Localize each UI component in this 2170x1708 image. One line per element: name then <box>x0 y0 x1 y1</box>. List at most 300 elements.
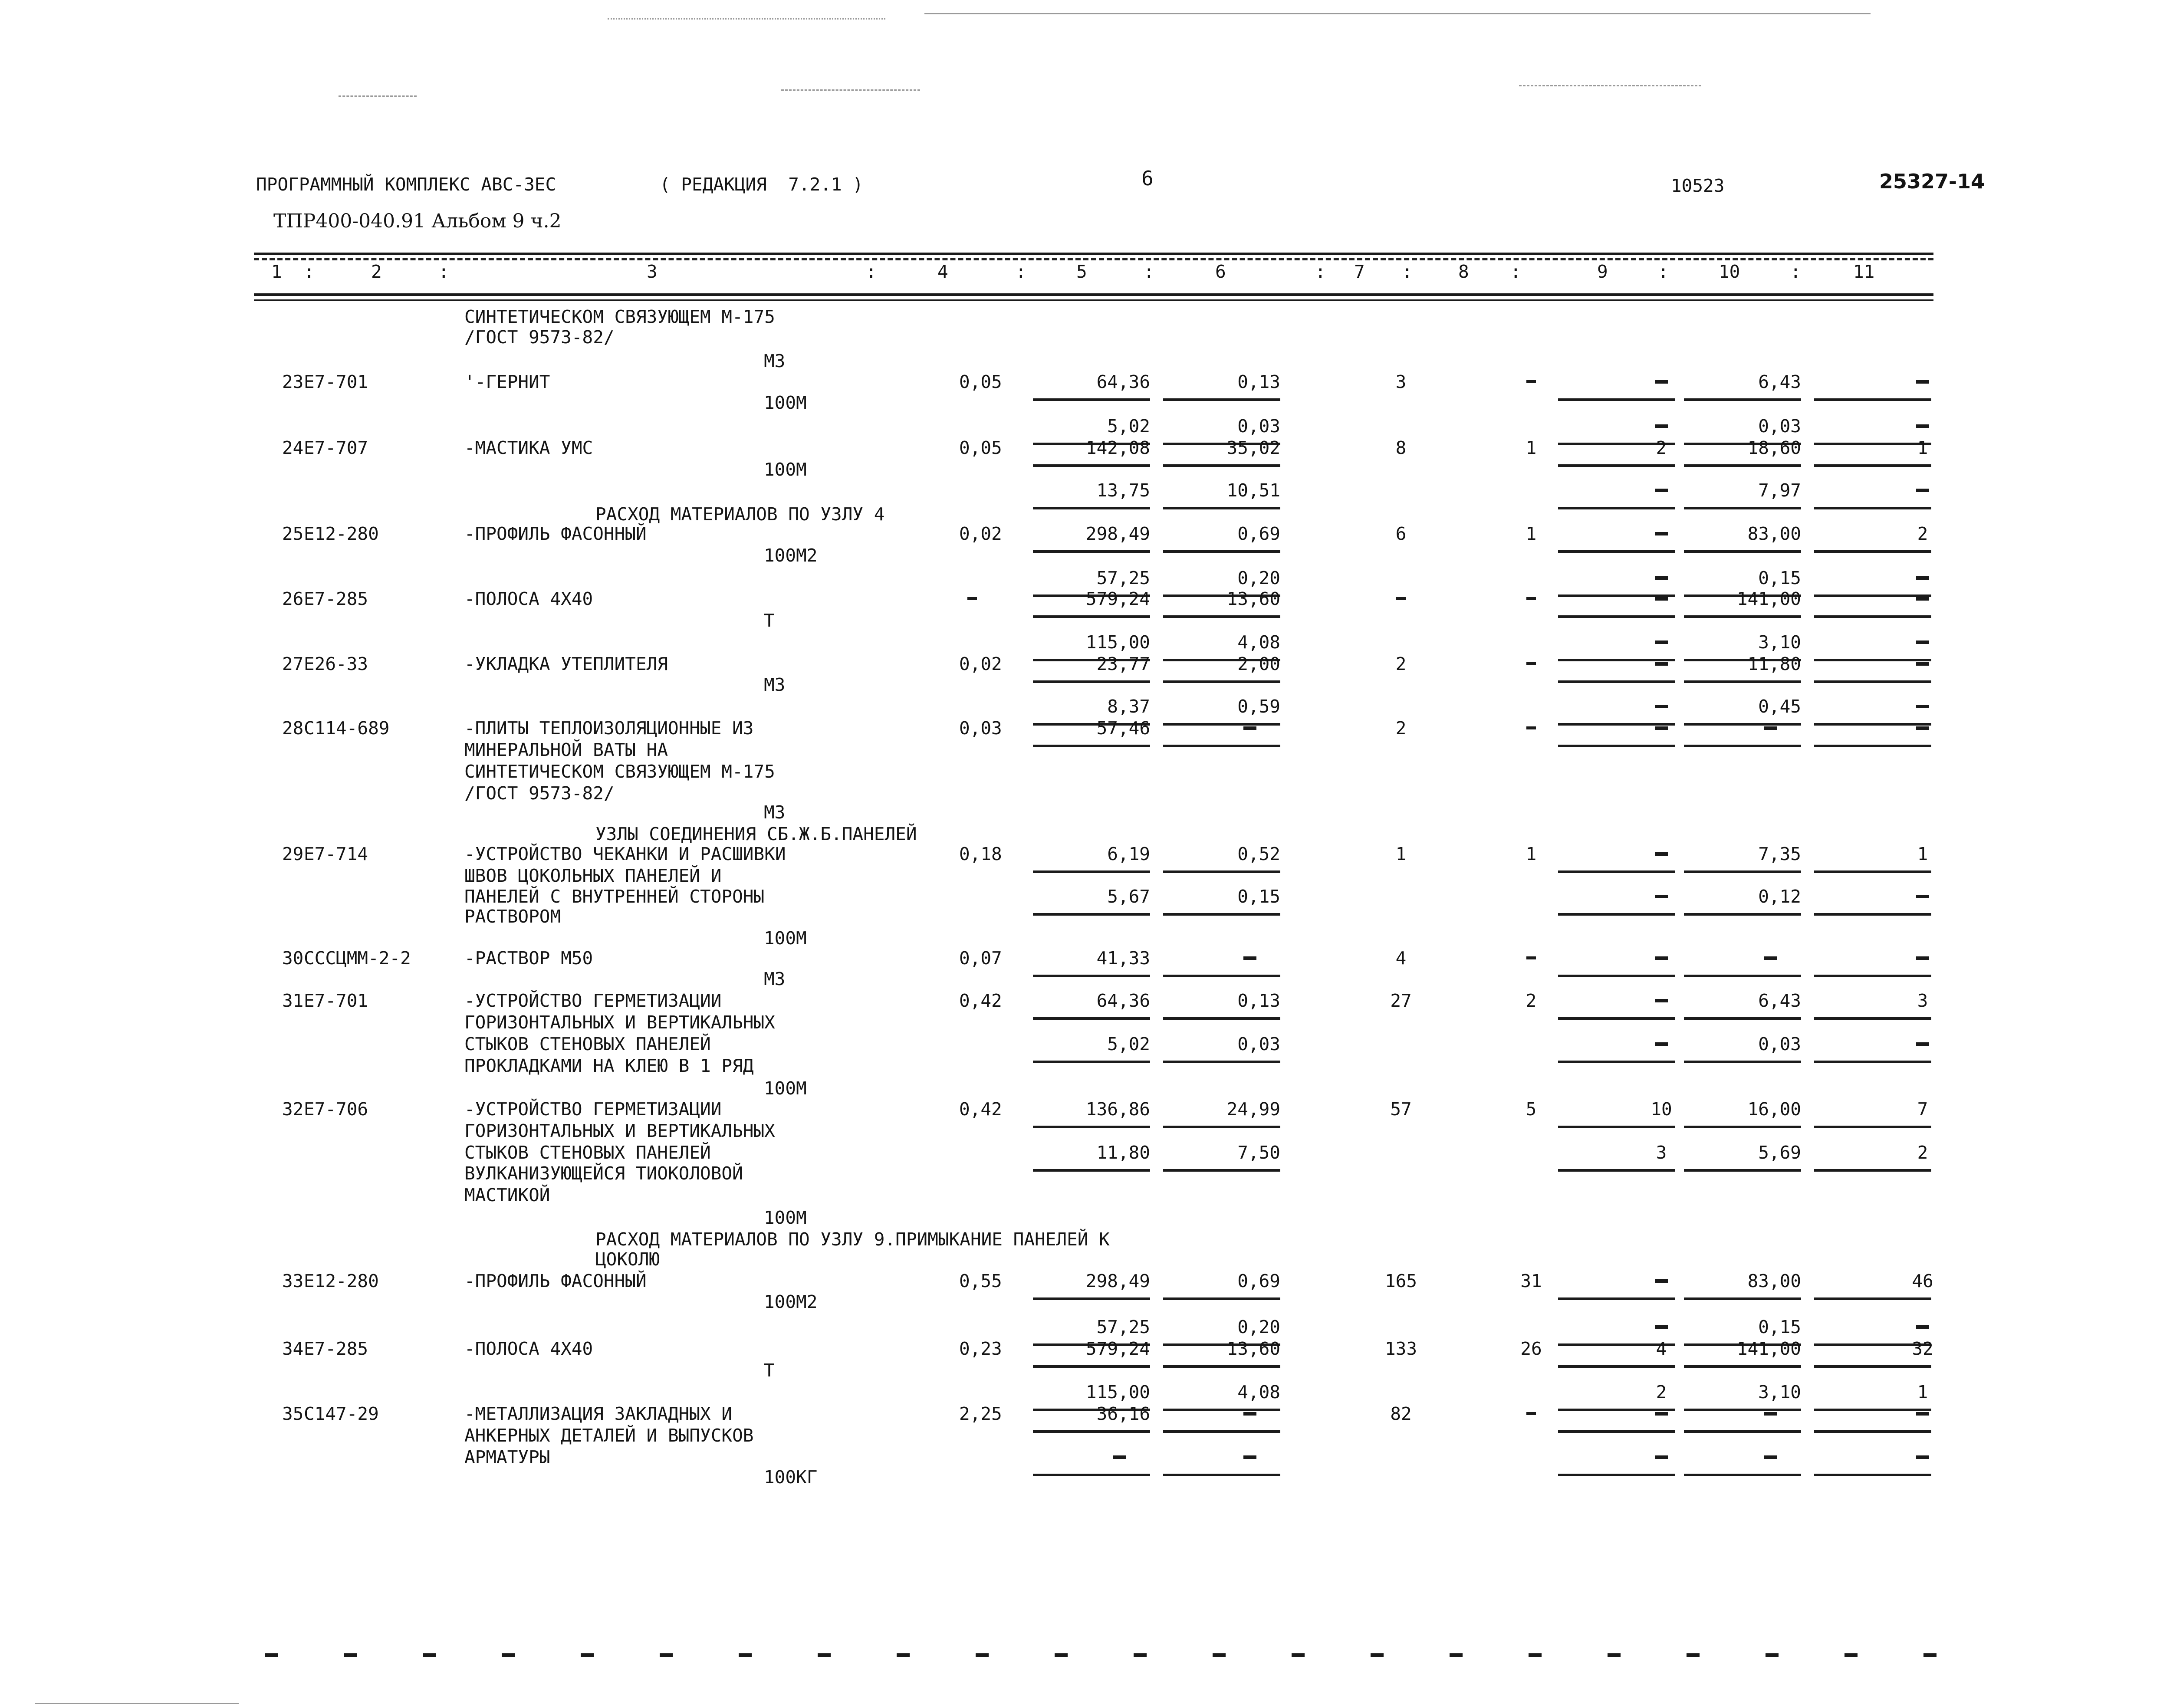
dash-mark-c8 <box>1526 1412 1536 1415</box>
column-number-11: 11 <box>1853 261 1875 282</box>
quantity: 0,02 <box>959 523 1002 544</box>
cell-col-5: 57,25 <box>1096 568 1150 588</box>
work-description: -РАСТВОР М50 <box>464 948 593 969</box>
subtotal-rule-col5 <box>1033 464 1150 467</box>
subtotal-rule-col11 <box>1814 870 1931 873</box>
subtotal-rule-col10 <box>1684 1169 1801 1172</box>
subtotal-rule-col6 <box>1163 1365 1280 1368</box>
dash-mark-c9 <box>1655 1042 1668 1046</box>
work-description: /ГОСТ 9573-82/ <box>464 783 615 804</box>
quantity: 0,42 <box>959 1099 1002 1120</box>
norm-code: Е7-285 <box>304 1338 368 1359</box>
cell-col-9: 10 <box>1651 1099 1672 1120</box>
subtotal-rule-col9 <box>1558 615 1675 618</box>
quantity: 0,05 <box>959 437 1002 458</box>
row-number: 30 <box>282 948 304 969</box>
dash-mark-c10 <box>1764 1455 1777 1459</box>
dash-mark-c7 <box>1396 597 1406 600</box>
cell-col-7: 3 <box>1395 371 1407 392</box>
norm-code: Е7-701 <box>304 371 368 392</box>
subtotal-rule-col11 <box>1814 723 1931 726</box>
subtotal-rule-col11 <box>1814 1430 1931 1433</box>
subtotal-rule-col9 <box>1558 659 1675 661</box>
column-number-4: 4 <box>937 261 948 282</box>
subtotal-rule-col10 <box>1684 615 1801 618</box>
subtotal-rule-col5 <box>1033 615 1150 618</box>
cell-col-10: 0,03 <box>1758 1034 1801 1054</box>
cell-col-10: 83,00 <box>1747 523 1801 544</box>
subtotal-rule-col9 <box>1558 1409 1675 1411</box>
work-description: ВУЛКАНИЗУЮЩЕЙСЯ ТИОКОЛОВОЙ <box>464 1163 743 1184</box>
subtotal-rule-col11 <box>1814 1169 1931 1172</box>
cell-col-10: 5,69 <box>1758 1142 1801 1163</box>
subtotal-rule-col5 <box>1033 680 1150 683</box>
dash-mark-c9 <box>1655 1325 1668 1329</box>
section-heading: УЗЛЫ СОЕДИНЕНИЯ СБ.Ж.Б.ПАНЕЛЕЙ <box>595 824 917 844</box>
dash-mark-c9 <box>1655 895 1668 898</box>
cell-col-5: 6,19 <box>1107 844 1150 864</box>
subtotal-rule-col9 <box>1558 913 1675 916</box>
column-separator: : <box>1658 261 1669 282</box>
work-description: ШВОВ ЦОКОЛЬНЫХ ПАНЕЛЕЙ И <box>464 865 722 886</box>
work-description: -МАСТИКА УМС <box>464 437 593 458</box>
program-title: ПРОГРАММНЫЙ КОМПЛЕКС АВС-3ЕС <box>256 174 556 195</box>
cell-col-6: 13,60 <box>1226 1338 1280 1359</box>
footer-dash-mark <box>739 1653 752 1657</box>
cell-col-11: 3 <box>1917 990 1928 1011</box>
cell-col-6: 13,60 <box>1226 588 1280 609</box>
dash-mark-c9 <box>1655 597 1668 601</box>
subtotal-rule-col11 <box>1814 659 1931 661</box>
cell-col-11: 32 <box>1912 1338 1933 1359</box>
cell-col-10: 0,15 <box>1758 1317 1801 1337</box>
subtotal-rule-col9 <box>1558 550 1675 553</box>
subtotal-rule-col6 <box>1163 723 1280 726</box>
cell-col-5: 115,00 <box>1085 1382 1150 1403</box>
norm-code: Е7-714 <box>304 844 368 864</box>
subtotal-rule-col9 <box>1558 870 1675 873</box>
dash-mark-c9 <box>1655 424 1668 428</box>
dash-mark-c11 <box>1916 576 1929 580</box>
cell-col-5: 36,16 <box>1096 1403 1150 1424</box>
footer-dash-mark <box>1292 1653 1305 1657</box>
cell-col-5: 115,00 <box>1085 632 1150 653</box>
dash-mark-c10 <box>1764 726 1777 730</box>
subtotal-rule-col9 <box>1558 1126 1675 1128</box>
quantity: 0,55 <box>959 1271 1002 1291</box>
work-description: ПАНЕЛЕЙ С ВНУТРЕННЕЙ СТОРОНЫ <box>464 886 765 907</box>
unit-label: 100М <box>764 928 807 949</box>
subtotal-rule-col10 <box>1684 745 1801 747</box>
subtotal-rule-col10 <box>1684 1126 1801 1128</box>
column-separator: : <box>1510 261 1521 282</box>
header-bottom-rule-2 <box>254 299 1933 301</box>
dash-mark-c9 <box>1655 726 1668 730</box>
cell-col-6: 24,99 <box>1226 1099 1280 1120</box>
dash-mark-c6 <box>1243 1412 1256 1416</box>
subtotal-rule-col10 <box>1684 913 1801 916</box>
cell-col-7: 82 <box>1390 1403 1412 1424</box>
cell-col-10: 0,45 <box>1758 696 1801 717</box>
cell-col-10: 141,00 <box>1736 588 1801 609</box>
subtotal-rule-col11 <box>1814 1409 1931 1411</box>
work-description: СИНТЕТИЧЕСКОМ СВЯЗУЮЩЕМ М-175 <box>464 761 775 782</box>
subtotal-rule-col6 <box>1163 464 1280 467</box>
subtotal-rule-col5 <box>1033 975 1150 977</box>
footer-dash-mark <box>344 1653 357 1657</box>
dash-mark-c11 <box>1916 489 1929 492</box>
subtotal-rule-col11 <box>1814 398 1931 401</box>
work-description: МИНЕРАЛЬНОЙ ВАТЫ НА <box>464 739 668 760</box>
subtotal-rule-col11 <box>1814 1297 1931 1300</box>
cell-col-7: 4 <box>1395 948 1407 969</box>
subtotal-rule-col9 <box>1558 1061 1675 1063</box>
dash-mark-c9 <box>1655 576 1668 580</box>
footer-dash-mark <box>1844 1653 1858 1657</box>
footer-dash-mark <box>1529 1653 1542 1657</box>
footer-dash-mark <box>818 1653 831 1657</box>
cell-col-10: 3,10 <box>1758 632 1801 653</box>
subtotal-rule-col10 <box>1684 680 1801 683</box>
row-number: 31 <box>282 990 304 1011</box>
cell-col-9: 2 <box>1656 1382 1667 1403</box>
column-separator: : <box>438 261 449 282</box>
dash-mark-c11 <box>1916 662 1929 666</box>
column-number-1: 1 <box>271 261 282 282</box>
table-top-rule-2 <box>254 258 1933 260</box>
footer-dash-mark <box>265 1653 278 1657</box>
dash-mark-c5 <box>1113 1455 1126 1459</box>
column-separator: : <box>1016 261 1026 282</box>
cell-col-5: 142,08 <box>1085 437 1150 458</box>
subtotal-rule-col9 <box>1558 745 1675 747</box>
subtotal-rule-col10 <box>1684 1474 1801 1476</box>
cell-col-7: 2 <box>1395 654 1407 674</box>
subtotal-rule-col11 <box>1814 595 1931 597</box>
row-number: 35 <box>282 1403 304 1424</box>
subtotal-rule-col6 <box>1163 680 1280 683</box>
column-separator: : <box>1402 261 1413 282</box>
cell-col-10: 6,43 <box>1758 990 1801 1011</box>
subtotal-rule-col11 <box>1814 745 1931 747</box>
program-edition: ( РЕДАКЦИЯ 7.2.1 ) <box>660 174 863 195</box>
work-description: СТЫКОВ СТЕНОВЫХ ПАНЕЛЕЙ <box>464 1034 711 1054</box>
column-number-9: 9 <box>1597 261 1608 282</box>
subtotal-rule-col5 <box>1033 913 1150 916</box>
dash-mark-c8 <box>1526 597 1536 600</box>
footer-dash-mark <box>1213 1653 1226 1657</box>
work-description: СИНТЕТИЧЕСКОМ СВЯЗУЮЩЕМ М-175 <box>464 306 775 327</box>
subtotal-rule-col10 <box>1684 464 1801 467</box>
quantity: 0,23 <box>959 1338 1002 1359</box>
subtotal-rule-col11 <box>1814 913 1931 916</box>
subtotal-rule-col6 <box>1163 745 1280 747</box>
subtotal-rule-col9 <box>1558 464 1675 467</box>
subtotal-rule-col10 <box>1684 870 1801 873</box>
footer-dash-mark <box>1371 1653 1384 1657</box>
cell-col-6: 0,20 <box>1237 568 1280 588</box>
subtotal-rule-col5 <box>1033 1126 1150 1128</box>
row-number: 32 <box>282 1099 304 1120</box>
subtotal-rule-col5 <box>1033 1169 1150 1172</box>
dash-mark-c11 <box>1916 380 1929 384</box>
work-description: АНКЕРНЫХ ДЕТАЛЕЙ И ВЫПУСКОВ <box>464 1425 754 1446</box>
dash-mark-c8 <box>1526 956 1536 959</box>
subtotal-rule-col6 <box>1163 1430 1280 1433</box>
cell-col-5: 298,49 <box>1085 1271 1150 1291</box>
subtotal-rule-col10 <box>1684 1017 1801 1020</box>
cell-col-5: 5,02 <box>1107 1034 1150 1054</box>
subtotal-rule-col5 <box>1033 1430 1150 1433</box>
subtotal-rule-col10 <box>1684 1409 1801 1411</box>
norm-code: С147-29 <box>304 1403 379 1424</box>
cell-col-5: 57,25 <box>1096 1317 1150 1337</box>
cell-col-6: 35,02 <box>1226 437 1280 458</box>
subtotal-rule-col10 <box>1684 975 1801 977</box>
cell-col-5: 579,24 <box>1085 1338 1150 1359</box>
work-description: -ПЛИТЫ ТЕПЛОИЗОЛЯЦИОННЫЕ ИЗ <box>464 718 754 739</box>
cell-col-5: 11,80 <box>1096 1142 1150 1163</box>
work-description: ПРОКЛАДКАМИ НА КЛЕЮ В 1 РЯД <box>464 1055 754 1076</box>
cell-col-10: 0,03 <box>1758 416 1801 437</box>
cell-col-6: 0,03 <box>1237 1034 1280 1054</box>
norm-code: Е7-707 <box>304 437 368 458</box>
column-number-8: 8 <box>1458 261 1469 282</box>
cell-col-5: 136,86 <box>1085 1099 1150 1120</box>
row-number: 27 <box>282 654 304 674</box>
cell-col-9: 2 <box>1656 437 1667 458</box>
subtotal-rule-col10 <box>1684 1430 1801 1433</box>
cell-col-10: 7,97 <box>1758 480 1801 501</box>
subtotal-rule-col5 <box>1033 1061 1150 1063</box>
cell-col-6: 0,69 <box>1237 1271 1280 1291</box>
subtotal-rule-col11 <box>1814 443 1931 445</box>
dash-mark-c9 <box>1655 380 1668 384</box>
cell-col-11: 1 <box>1917 1382 1928 1403</box>
subtotal-rule-col5 <box>1033 1297 1150 1300</box>
row-number: 24 <box>282 437 304 458</box>
norm-code: С114-689 <box>304 718 390 739</box>
cell-col-6: 4,08 <box>1237 1382 1280 1403</box>
cell-col-6: 7,50 <box>1237 1142 1280 1163</box>
work-description: -УСТРОЙСТВО ГЕРМЕТИЗАЦИИ <box>464 1099 722 1120</box>
dash-mark-c11 <box>1916 726 1929 730</box>
unit-label: М3 <box>764 351 786 371</box>
subtotal-rule-col9 <box>1558 1430 1675 1433</box>
cell-col-6: 0,13 <box>1237 371 1280 392</box>
cell-col-8: 1 <box>1526 844 1537 864</box>
work-description: /ГОСТ 9573-82/ <box>464 327 615 348</box>
column-number-2: 2 <box>371 261 382 282</box>
cell-col-6: 0,03 <box>1237 416 1280 437</box>
work-description: РАСТВОРОМ <box>464 906 561 927</box>
cell-col-8: 2 <box>1526 990 1537 1011</box>
subtotal-rule-col5 <box>1033 870 1150 873</box>
subtotal-rule-col6 <box>1163 507 1280 509</box>
column-number-3: 3 <box>647 261 658 282</box>
cell-col-7: 165 <box>1384 1271 1417 1291</box>
subtotal-rule-col6 <box>1163 913 1280 916</box>
unit-label: 100М <box>764 1078 807 1099</box>
cell-col-9: 4 <box>1656 1338 1667 1359</box>
footer-dash-mark <box>581 1653 594 1657</box>
cell-col-11: 1 <box>1917 437 1928 458</box>
subtotal-rule-col6 <box>1163 1126 1280 1128</box>
subtotal-rule-col5 <box>1033 550 1150 553</box>
norm-code: Е12-280 <box>304 523 379 544</box>
cell-col-7: 133 <box>1384 1338 1417 1359</box>
footer-dash-mark <box>1450 1653 1463 1657</box>
cell-col-7: 1 <box>1395 844 1407 864</box>
column-separator: : <box>304 261 315 282</box>
norm-code: Е7-701 <box>304 990 368 1011</box>
dash-mark-c9 <box>1655 640 1668 644</box>
cell-col-5: 8,37 <box>1107 696 1150 717</box>
unit-label: 100М <box>764 459 807 480</box>
cell-col-8: 1 <box>1526 437 1537 458</box>
column-separator: : <box>1144 261 1154 282</box>
subtotal-rule-col6 <box>1163 615 1280 618</box>
dash-mark-c11 <box>1916 640 1929 644</box>
cell-col-10: 11,80 <box>1747 654 1801 674</box>
dash-mark-c9 <box>1655 1279 1668 1283</box>
column-separator: : <box>866 261 877 282</box>
quantity: 0,07 <box>959 948 1002 969</box>
cell-col-5: 5,67 <box>1107 886 1150 907</box>
dash-mark-c11 <box>1916 895 1929 898</box>
cell-col-10: 83,00 <box>1747 1271 1801 1291</box>
cell-col-8: 1 <box>1526 523 1537 544</box>
work-description: -ПРОФИЛЬ ФАСОННЫЙ <box>464 523 647 544</box>
dash-mark-c8 <box>1526 726 1536 729</box>
subtotal-rule-col11 <box>1814 550 1931 553</box>
cell-col-5: 13,75 <box>1096 480 1150 501</box>
subtotal-rule-col9 <box>1558 507 1675 509</box>
cell-col-10: 7,35 <box>1758 844 1801 864</box>
row-number: 33 <box>282 1271 304 1291</box>
subtotal-rule-col9 <box>1558 1169 1675 1172</box>
cell-col-6: 0,69 <box>1237 523 1280 544</box>
quantity: 0,18 <box>959 844 1002 864</box>
row-number: 25 <box>282 523 304 544</box>
unit-label: М3 <box>764 802 786 823</box>
subtotal-rule-col5 <box>1033 745 1150 747</box>
column-number-7: 7 <box>1354 261 1365 282</box>
subtotal-rule-col10 <box>1684 398 1801 401</box>
work-description: -УСТРОЙСТВО ГЕРМЕТИЗАЦИИ <box>464 990 722 1011</box>
dash-mark-c8 <box>1526 380 1536 383</box>
cell-col-6: 0,59 <box>1237 696 1280 717</box>
cell-col-6: 4,08 <box>1237 632 1280 653</box>
dash-mark-c10 <box>1764 1412 1777 1416</box>
section-heading: РАСХОД МАТЕРИАЛОВ ПО УЗЛУ 9.ПРИМЫКАНИЕ ПАНЕЛЕЙ К <box>595 1229 1110 1250</box>
row-number: 26 <box>282 588 304 609</box>
dash-mark-c11 <box>1916 956 1929 960</box>
subtotal-rule-col10 <box>1684 507 1801 509</box>
subtotal-rule-col10 <box>1684 1365 1801 1368</box>
row-number: 34 <box>282 1338 304 1359</box>
subtotal-rule-col11 <box>1814 680 1931 683</box>
subtotal-rule-col5 <box>1033 1365 1150 1368</box>
unit-label: 100М <box>764 1207 807 1228</box>
footer-dash-mark <box>1766 1653 1779 1657</box>
dash-mark-c11 <box>1916 1042 1929 1046</box>
work-description: ГОРИЗОНТАЛЬНЫХ И ВЕРТИКАЛЬНЫХ <box>464 1012 775 1033</box>
subtotal-rule-col11 <box>1814 1126 1931 1128</box>
footer-dash-mark <box>1055 1653 1068 1657</box>
subtotal-rule-col6 <box>1163 1474 1280 1476</box>
cell-col-5: 57,46 <box>1096 718 1150 739</box>
section-heading: ЦОКОЛЮ <box>595 1249 660 1270</box>
footer-dash-mark <box>1134 1653 1147 1657</box>
dash-mark-c11 <box>1916 1455 1929 1459</box>
subtotal-rule-col9 <box>1558 1017 1675 1020</box>
work-description: МАСТИКОЙ <box>464 1185 550 1205</box>
work-description: -ПОЛОСА 4Х40 <box>464 1338 593 1359</box>
cell-col-5: 64,36 <box>1096 371 1150 392</box>
cell-col-5: 298,49 <box>1085 523 1150 544</box>
column-number-10: 10 <box>1719 261 1740 282</box>
quantity: 2,25 <box>959 1403 1002 1424</box>
norm-code: СССЦММ-2-2 <box>304 948 411 969</box>
unit-label: Т <box>764 610 775 631</box>
work-description: -ПОЛОСА 4Х40 <box>464 588 593 609</box>
table-top-rule <box>254 253 1933 255</box>
unit-label: 100М <box>764 392 807 413</box>
footer-dash-mark <box>423 1653 436 1657</box>
footer-dash-mark <box>976 1653 989 1657</box>
dash-mark-c9 <box>1655 662 1668 666</box>
document-number: 25327-14 <box>1879 170 1985 193</box>
section-heading: РАСХОД МАТЕРИАЛОВ ПО УЗЛУ 4 <box>595 504 885 525</box>
subtotal-rule-col11 <box>1814 1061 1931 1063</box>
dash-mark-c9 <box>1655 532 1668 535</box>
estimate-code: 10523 <box>1671 175 1725 196</box>
subtotal-rule-col11 <box>1814 975 1931 977</box>
subtotal-rule-col11 <box>1814 464 1931 467</box>
subtotal-rule-col9 <box>1558 723 1675 726</box>
unit-label: 100М2 <box>764 1291 818 1312</box>
cell-col-11: 2 <box>1917 1142 1928 1163</box>
cell-col-10: 18,60 <box>1747 437 1801 458</box>
work-description: СТЫКОВ СТЕНОВЫХ ПАНЕЛЕЙ <box>464 1142 711 1163</box>
subtotal-rule-col6 <box>1163 398 1280 401</box>
work-description: '-ГЕРНИТ <box>464 371 550 392</box>
dash-mark-c9 <box>1655 705 1668 708</box>
dash-mark-c9 <box>1655 1412 1668 1416</box>
cell-col-11: 7 <box>1917 1099 1928 1120</box>
dash-mark-c8 <box>1526 662 1536 665</box>
dash-mark-c9 <box>1655 852 1668 856</box>
unit-label: М3 <box>764 674 786 695</box>
unit-label: 100КГ <box>764 1467 818 1488</box>
dash-mark-c9 <box>1655 1455 1668 1459</box>
work-description: -УКЛАДКА УТЕПЛИТЕЛЯ <box>464 654 668 674</box>
cell-col-11: 2 <box>1917 523 1928 544</box>
cell-col-11: 46 <box>1912 1271 1933 1291</box>
quantity: 0,02 <box>959 654 1002 674</box>
subtotal-rule-col9 <box>1558 1297 1675 1300</box>
subtotal-rule-col6 <box>1163 1169 1280 1172</box>
cell-col-7: 6 <box>1395 523 1407 544</box>
dash-mark-c10 <box>1764 956 1777 960</box>
subtotal-rule-col5 <box>1033 1017 1150 1020</box>
work-description: ГОРИЗОНТАЛЬНЫХ И ВЕРТИКАЛЬНЫХ <box>464 1120 775 1141</box>
page-number: 6 <box>1141 167 1154 190</box>
subtotal-rule-col6 <box>1163 1017 1280 1020</box>
dash-mark-c11 <box>1916 1412 1929 1416</box>
quantity: 0,03 <box>959 718 1002 739</box>
